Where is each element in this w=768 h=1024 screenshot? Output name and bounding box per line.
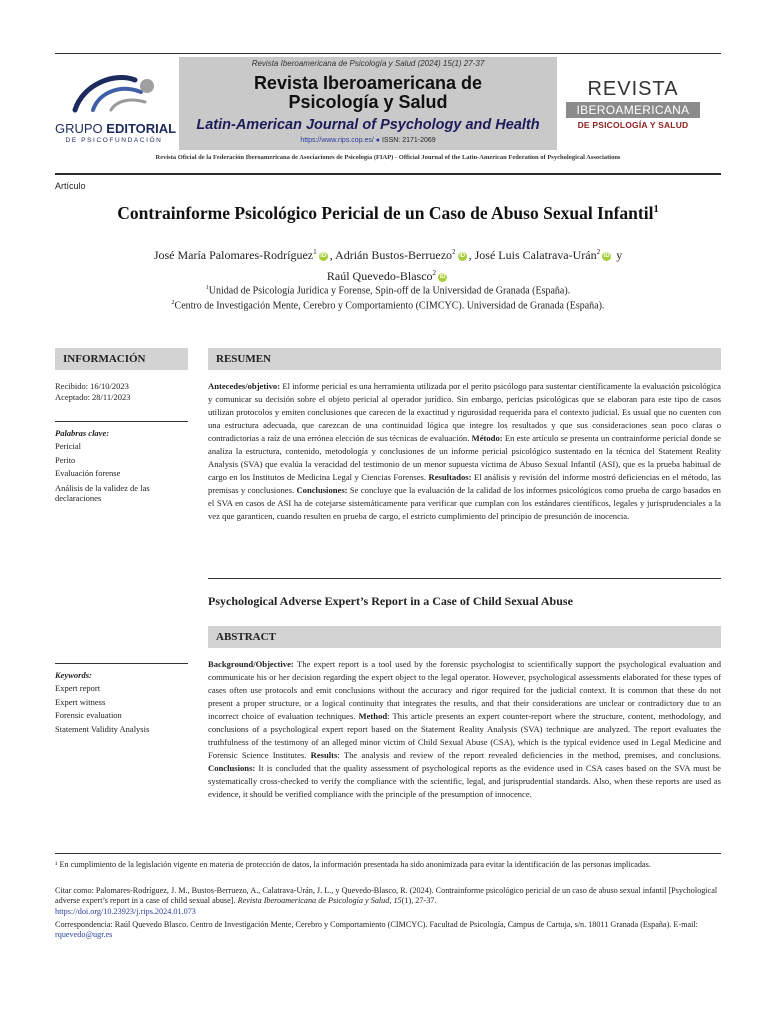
- footnote-1: ¹ En cumplimiento de la legislación vigente en materia de protección de datos, la información presentada ha sido anonimizada para evitar la identificación de las personas implicadas.: [55, 860, 651, 869]
- keyword-item: Forensic evaluation: [55, 710, 122, 720]
- author-affil-marker: 2: [596, 248, 601, 256]
- resumen-label-metodo: Método:: [471, 432, 503, 443]
- journal-subtitle: Latin-American Journal of Psychology and Health: [196, 117, 540, 133]
- english-title: Psychological Adverse Expert’s Report in a Case of Child Sexual Abuse: [208, 594, 573, 608]
- journal-url-link[interactable]: https://www.rips.cop.es/: [300, 137, 374, 144]
- keyword-item: Evaluación forense: [55, 468, 121, 478]
- logo-grupo: GRUPO: [55, 121, 103, 136]
- abstract-body: : This article presents an expert counter-report where the structure, content, methodology, and conclusions of a psychological expert report based on the Statement Reality Analysis (SVA) technique are analyzed. The report evaluates the truthfulness of the testimony of an alleged minor victim of Child Sexual Abuse (CSA), which is the typical evidence used in Legal Medicine and Forensic Science Institutes.: [208, 710, 721, 760]
- resumen-body: El análisis y revisión del informe mostró deficiencias en el método, las premisas y conclusiones.: [208, 471, 721, 495]
- abstract-label-conclusions: Conclusions:: [208, 762, 256, 773]
- citation-pages: (1), 27-37.: [401, 896, 437, 906]
- abstract-body: : The analysis and review of the report revealed deficiencies in the method, premises, and conclusions.: [337, 749, 722, 760]
- citation-note: [55, 886, 721, 917]
- orcid-icon[interactable]: iD: [603, 252, 610, 259]
- affiliation-text: Centro de Investigación Mente, Cerebro y Comportamiento (CIMCYC). Universidad de Granada (España).: [174, 300, 605, 312]
- logo-psicofundacion: DE PSICOFUNDACIÓN: [65, 137, 163, 144]
- info-heading: INFORMACIÓN: [55, 348, 188, 370]
- journal-url-line: https://www.rips.cop.es/ ● ISSN: 2171-2069: [300, 137, 436, 144]
- abstract-heading: ABSTRACT: [208, 626, 721, 648]
- article-type: Artículo: [55, 181, 86, 191]
- journal-title: [179, 74, 557, 112]
- affiliation-text: Unidad de Psicología Jurídica y Forense, Spin-off de la Universidad de Granada (España).: [208, 285, 571, 297]
- abstract-text: [208, 658, 721, 800]
- correspondence-note: [55, 920, 721, 941]
- keywords-en: [55, 670, 188, 736]
- keyword-item: Análisis de la validez de las declaraciones: [55, 482, 150, 503]
- abstract-body: The expert report is a tool used by the forensic psychologist to scientifically support the psychological evaluation and communicate his or her decision regarding the expert object to the legal operator. However, psychological assessments elaborated for these types of cases often use protocols and emit conclusions without the accuracy and rigor required for the judicial context. It is common that these do not present a proper structure, or a logical continuity that integrates the results, and that their considerations are unclear or contradictory due to an incorrect choice of evaluation techniques.: [208, 659, 721, 721]
- keywords-es-title: Palabras clave:: [55, 428, 110, 438]
- revista-logo-line1: REVISTA: [587, 78, 679, 100]
- header-top-rule: [55, 53, 721, 54]
- abstract-label-method: Method: [358, 710, 388, 721]
- keyword-item: Expert report: [55, 683, 101, 693]
- affiliation-marker: 1: [205, 285, 209, 291]
- correspondence-text: Correspondencia: Raúl Quevedo Blasco. Centro de Investigación Mente, Cerebro y Comportamiento (CIMCYC). Facultad de Psicología, Campus de Cartuja, s/n. 18011 Granada (España). E-mail:: [55, 920, 698, 929]
- resumen-body: En este artículo se presenta un contrainforme pericial donde se analiza la estructura, contenido, metodología y conclusiones de un informe pericial psicológico sustentado en la técnica del Statement Reality Analysis (SVA) que evalúa la veracidad del testimonio de un menor supuesta víctima de Abuso Sexual Infantil (ASI), que es la prueba habitual de cargo en los Institutos de Medicina Legal y Ciencias Forenses.: [208, 432, 721, 482]
- resumen-body: El informe pericial es una herramienta utilizada por el perito psicólogo para sustentar científicamente la evaluación psicológica y comunicar su decisión sobre el objeto pericial al operador jurídico. Sin embargo, pericias psicológicas que se elaboran para este tipo de casos utilizan protocolos y emiten conclusiones que carecen de la exactitud y rigurosidad requerida para el contexto judicial. Es usual que no cuenten con una estructura adecuada, que carezcan de una continuidad lógica que integre los resultados y que sus consideraciones sean poco claras o contradictorias a raíz de una errónea elección de sus técnicas de evaluación.: [208, 381, 721, 443]
- article-title: [55, 203, 721, 224]
- resumen-divider: [208, 578, 721, 579]
- keyword-item: Perito: [55, 454, 76, 465]
- official-journal-line: Revista Oficial de la Federación Iberoamericana de Asociaciones de Psicología (FIAP) - Official Journal of the Latin-American Federation of Psychological Associations: [155, 154, 621, 161]
- title-footnote-marker: 1: [653, 204, 659, 216]
- abstract-label-results: Results: [310, 749, 338, 760]
- resumen-label-resultados: Resultados:: [428, 471, 472, 482]
- keyword-item: Pericial: [55, 441, 81, 451]
- citation-text: Citar como: Palomares-Rodríguez, J. M., Bustos-Berruezo, A., Calatrava-Urán, J. L., y Quevedo-Blasco, R. (2024). Contrainforme psicológico pericial de un caso de abuso sexual infantil [Psychological adverse expert’s report in a case of child sexual abuse].: [55, 886, 718, 906]
- journal-issn: ISSN: 2171-2069: [381, 137, 436, 144]
- footnote-rule: [55, 853, 721, 854]
- keywords-es: [55, 428, 188, 503]
- revista-logo: [566, 78, 700, 130]
- author-conjunction: y: [616, 248, 623, 262]
- author-name: José María Palomares-Rodríguez: [153, 248, 314, 262]
- resumen-body: Se concluye que la evaluación de la calidad de los informes psicológicos como prueba de cargo basados en el SVA en casos de ASI ha de cotejarse sistemáticamente para verificar que cumplan con los estándares científicos, legales y jurisprudenciales a la vez que garanticen, cuando resulten en prueba de cargo, el estricto cumplimiento del principio de presunción de inocencia.: [208, 484, 721, 521]
- affiliation-1: [55, 285, 721, 296]
- author-affil-marker: 2: [432, 269, 437, 277]
- doi-link[interactable]: https://doi.org/10.23923/j.rips.2024.01.073: [55, 906, 196, 916]
- logo-editorial: EDITORIAL: [106, 121, 177, 136]
- abstract-body: It is concluded that the quality assessment of psychological reports as the evidence used in CSA cases based on the SVA must be systematically cross-checked to verify the compliance with the scientific, legal, and jurisprudential standards. Also, when these reports are used as evidence, it should be verified compliance with the principle of the presumption of innocence.: [208, 762, 721, 799]
- author-name: Raúl Quevedo-Blasco: [326, 269, 433, 283]
- revista-logo-line2: IBEROAMERICANA: [566, 102, 700, 118]
- received-date: Recibido: 16/10/2023: [55, 381, 129, 391]
- orcid-icon[interactable]: iD: [459, 252, 466, 259]
- resumen-heading: RESUMEN: [208, 348, 721, 370]
- citation-journal: Revista Iberoamericana de Psicología y Salud, 15: [237, 896, 402, 906]
- author-affil-marker: 2: [452, 248, 456, 256]
- revista-logo-line3: DE PSICOLOGÍA Y SALUD: [577, 120, 689, 130]
- resumen-text: [208, 380, 721, 522]
- info-divider: [55, 421, 188, 422]
- logo-swirl-icon: [55, 64, 173, 114]
- author-name: Adrián Bustos-Berruezo: [335, 248, 453, 262]
- author-list: José María Palomares-Rodríguez$^1$ iD , Adrián Bustos-Berruezo$^2$ iD , José Luis Calatrava-Urán$^2$ iD y Raúl Quevedo-Blasco$^2$ iD: [153, 248, 623, 283]
- affiliation-2: [55, 300, 721, 311]
- resumen-label-conclusiones: Conclusiones:: [296, 484, 348, 495]
- journal-title-line1: Revista Iberoamericana de: [253, 73, 483, 93]
- grupo-editorial-logo: [55, 64, 177, 146]
- author-name: José Luis Calatrava-Urán: [474, 248, 597, 262]
- journal-citation-line: Revista Iberoamericana de Psicología y Salud (2024) 15(1) 27-37: [251, 59, 485, 68]
- affiliation-marker: 2: [171, 300, 175, 306]
- keyword-item: Expert witness: [55, 696, 106, 707]
- article-title-text: Contrainforme Psicológico Pericial de un Caso de Abuso Sexual Infantil: [117, 203, 654, 223]
- abstract-label-objective: Background/Objective:: [208, 659, 294, 669]
- orcid-icon[interactable]: iD: [320, 252, 327, 259]
- email-link[interactable]: rquevedo@ugr.es: [55, 930, 113, 940]
- accepted-date: Aceptado: 28/11/2023: [55, 392, 131, 402]
- keywords-divider: [55, 663, 188, 664]
- resumen-label-objetivo: Antecedes/objetivo:: [208, 381, 281, 391]
- author-affil-marker: 1: [313, 248, 317, 256]
- orcid-icon[interactable]: iD: [439, 273, 446, 280]
- keywords-en-title: Keywords:: [55, 670, 92, 680]
- journal-title-line2: Psicología y Salud: [288, 92, 448, 112]
- header-bottom-rule: [55, 173, 721, 175]
- keyword-item: Statement Validity Analysis: [55, 723, 150, 734]
